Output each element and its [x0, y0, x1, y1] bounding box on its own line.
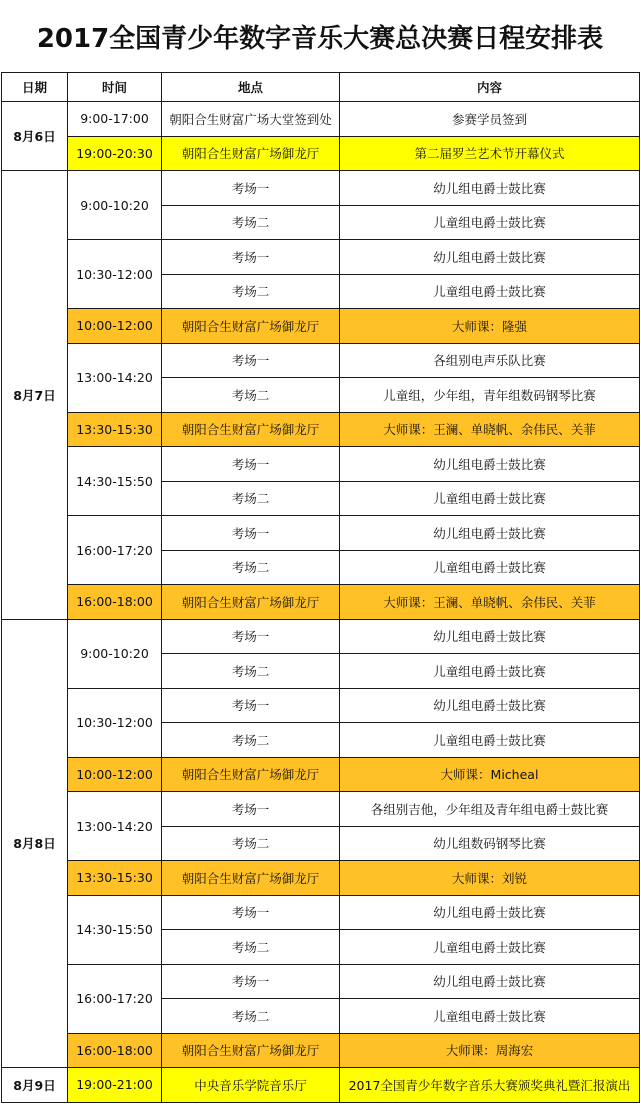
location-cell: 考场二	[162, 481, 340, 516]
content-cell: 大师课：Micheal	[340, 757, 640, 792]
location-cell: 考场一	[162, 171, 340, 206]
table-row-highlight	[2, 861, 640, 896]
content-cell: 大师课：周海宏	[340, 1033, 640, 1068]
content-cell: 大师课：王澜、单晓帆、余伟民、关菲	[340, 585, 640, 620]
table-header-row	[2, 73, 640, 102]
location-cell: 考场一	[162, 343, 340, 378]
time-cell: 10:30-12:00	[68, 240, 162, 309]
table-row	[2, 102, 640, 137]
content-cell: 幼儿组电爵士鼓比赛	[340, 688, 640, 723]
time-cell: 14:30-15:50	[68, 447, 162, 516]
content-cell: 儿童组电爵士鼓比赛	[340, 654, 640, 689]
page-title: 2017全国青少年数字音乐大赛总决赛日程安排表	[36, 23, 604, 54]
header-date: 日期	[2, 73, 68, 102]
content-cell: 幼儿组电爵士鼓比赛	[340, 447, 640, 482]
location-cell: 考场一	[162, 240, 340, 275]
time-cell: 16:00-18:00	[68, 1033, 162, 1068]
table-row-highlight	[2, 309, 640, 344]
content-cell: 第二届罗兰艺术节开幕仪式	[340, 136, 640, 171]
time-cell: 9:00-17:00	[68, 102, 162, 137]
table-row-highlight	[2, 412, 640, 447]
location-cell: 朝阳合生财富广场大堂签到处	[162, 102, 340, 137]
location-cell: 考场二	[162, 930, 340, 965]
table-row-highlight	[2, 1068, 640, 1103]
location-cell: 考场一	[162, 447, 340, 482]
content-cell: 2017全国青少年数字音乐大赛颁奖典礼暨汇报演出	[340, 1068, 640, 1103]
location-cell: 考场二	[162, 550, 340, 585]
content-cell: 幼儿组电爵士鼓比赛	[340, 516, 640, 551]
content-cell: 儿童组，少年组，青年组数码钢琴比赛	[340, 378, 640, 413]
time-cell: 9:00-10:20	[68, 171, 162, 240]
location-cell: 考场二	[162, 274, 340, 309]
table-row	[2, 688, 640, 723]
content-cell: 儿童组电爵士鼓比赛	[340, 274, 640, 309]
time-cell: 16:00-17:20	[68, 964, 162, 1033]
location-cell: 中央音乐学院音乐厅	[162, 1068, 340, 1103]
content-cell: 大师课：王澜、单晓帆、余伟民、关菲	[340, 412, 640, 447]
location-cell: 考场二	[162, 378, 340, 413]
location-cell: 朝阳合生财富广场御龙厅	[162, 309, 340, 344]
table-row	[2, 619, 640, 654]
table-row	[2, 447, 640, 482]
time-cell: 16:00-17:20	[68, 516, 162, 585]
date-cell: 8月7日	[2, 171, 68, 620]
time-cell: 13:00-14:20	[68, 343, 162, 412]
content-cell: 儿童组电爵士鼓比赛	[340, 999, 640, 1034]
location-cell: 朝阳合生财富广场御龙厅	[162, 1033, 340, 1068]
location-cell: 朝阳合生财富广场御龙厅	[162, 585, 340, 620]
content-cell: 大师课：刘锐	[340, 861, 640, 896]
content-cell: 各组别吉他，少年组及青年组电爵士鼓比赛	[340, 792, 640, 827]
location-cell: 考场一	[162, 688, 340, 723]
header-location: 地点	[162, 73, 340, 102]
location-cell: 考场一	[162, 895, 340, 930]
time-cell: 13:30-15:30	[68, 412, 162, 447]
table-row	[2, 792, 640, 827]
location-cell: 考场一	[162, 792, 340, 827]
content-cell: 儿童组电爵士鼓比赛	[340, 481, 640, 516]
location-cell: 考场一	[162, 619, 340, 654]
content-cell: 幼儿组数码钢琴比赛	[340, 826, 640, 861]
location-cell: 考场二	[162, 723, 340, 758]
table-row	[2, 964, 640, 999]
time-cell: 16:00-18:00	[68, 585, 162, 620]
content-cell: 幼儿组电爵士鼓比赛	[340, 895, 640, 930]
content-cell: 儿童组电爵士鼓比赛	[340, 550, 640, 585]
time-cell: 10:00-12:00	[68, 757, 162, 792]
time-cell: 13:00-14:20	[68, 792, 162, 861]
content-cell: 参赛学员签到	[340, 102, 640, 137]
table-row-highlight	[2, 1033, 640, 1068]
location-cell: 考场一	[162, 516, 340, 551]
content-cell: 儿童组电爵士鼓比赛	[340, 723, 640, 758]
location-cell: 朝阳合生财富广场御龙厅	[162, 136, 340, 171]
table-row-highlight	[2, 585, 640, 620]
location-cell: 考场二	[162, 999, 340, 1034]
table-row	[2, 240, 640, 275]
date-cell: 8月8日	[2, 619, 68, 1068]
date-cell: 8月9日	[2, 1068, 68, 1103]
content-cell: 儿童组电爵士鼓比赛	[340, 205, 640, 240]
location-cell: 考场一	[162, 964, 340, 999]
time-cell: 9:00-10:20	[68, 619, 162, 688]
content-cell: 幼儿组电爵士鼓比赛	[340, 619, 640, 654]
time-cell: 13:30-15:30	[68, 861, 162, 896]
location-cell: 朝阳合生财富广场御龙厅	[162, 412, 340, 447]
content-cell: 儿童组电爵士鼓比赛	[340, 930, 640, 965]
content-cell: 大师课：隆强	[340, 309, 640, 344]
schedule-table	[1, 72, 640, 1103]
header-content: 内容	[340, 73, 640, 102]
time-cell: 19:00-21:00	[68, 1068, 162, 1103]
content-cell: 幼儿组电爵士鼓比赛	[340, 240, 640, 275]
location-cell: 朝阳合生财富广场御龙厅	[162, 861, 340, 896]
header-time: 时间	[68, 73, 162, 102]
content-cell: 各组别电声乐队比赛	[340, 343, 640, 378]
time-cell: 10:30-12:00	[68, 688, 162, 757]
content-cell: 幼儿组电爵士鼓比赛	[340, 171, 640, 206]
table-row	[2, 895, 640, 930]
location-cell: 考场二	[162, 205, 340, 240]
table-row	[2, 171, 640, 206]
date-cell: 8月6日	[2, 102, 68, 171]
table-row	[2, 343, 640, 378]
location-cell: 朝阳合生财富广场御龙厅	[162, 757, 340, 792]
time-cell: 10:00-12:00	[68, 309, 162, 344]
table-row	[2, 516, 640, 551]
time-cell: 14:30-15:50	[68, 895, 162, 964]
time-cell: 19:00-20:30	[68, 136, 162, 171]
location-cell: 考场二	[162, 654, 340, 689]
location-cell: 考场二	[162, 826, 340, 861]
table-row-highlight	[2, 136, 640, 171]
content-cell: 幼儿组电爵士鼓比赛	[340, 964, 640, 999]
table-row-highlight	[2, 757, 640, 792]
